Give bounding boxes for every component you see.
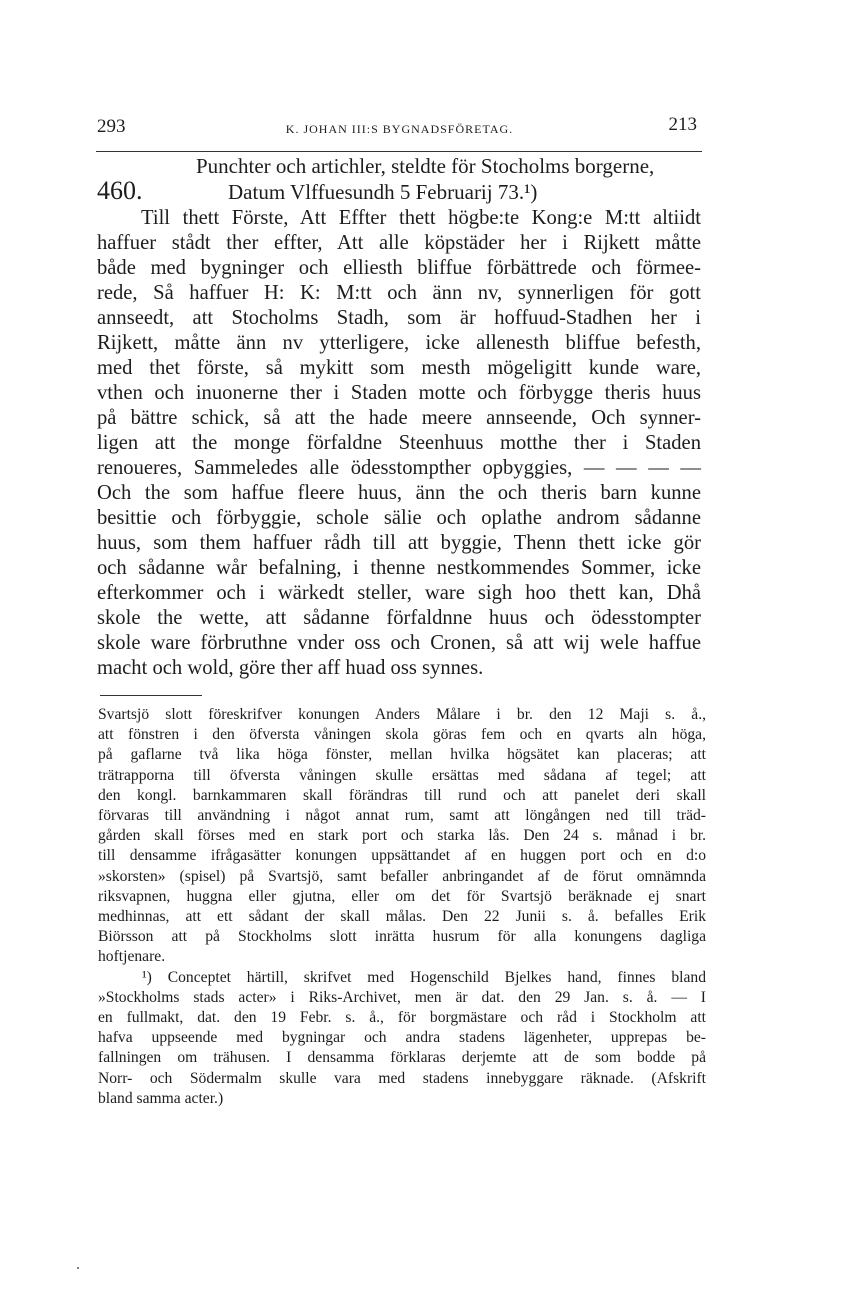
footnote-line: hafva uppseende med bygningar och andra stadens lägenheter, upprepas be-: [98, 1029, 706, 1047]
body-line: besittie och förbyggie, schole sälie och oplathe androm sådanne: [97, 507, 701, 529]
document-body: [97, 206, 701, 681]
body-line: på bättre schick, så att the hade meere annseende, Och synner-: [97, 407, 701, 429]
footnote-line: hoftjenare.: [98, 948, 166, 966]
footnote-line: den kongl. barnkammaren skall förändras till rund och att panelet deri skall: [98, 786, 706, 804]
body-line: haffuer stådt ther effter, Att alle köpstäder her i Rijkett måtte: [97, 232, 701, 254]
body-line: renoueres, Sammeledes alle ödesstompther opbyggies, — — — —: [97, 457, 701, 479]
body-line: skole ware förbruthne vnder oss och Cronen, så att wij wele haffue: [97, 632, 701, 654]
body-line: Rijkett, måtte änn nv ytterligere, icke allenesth bliffue befesth,: [97, 332, 701, 354]
body-line: macht och wold, göre ther aff huad oss synnes.: [97, 657, 484, 679]
left-page-number: 293: [97, 116, 126, 137]
title-line: Datum Vlffuesundh 5 Februarij 73.¹): [228, 180, 538, 204]
footnote-line: att fönstren i den öfversta våningen skola göras fem och en qvarts aln höga,: [98, 726, 706, 744]
footnote-line: medhinnas, att ett sådant der skall målas. Den 22 Junii s. å. befalles Erik: [98, 908, 706, 926]
footnote-line: Svartsjö slott föreskrifver konungen Anders Målare i br. den 12 Maji s. å.,: [98, 706, 706, 723]
body-line: vthen och inuonerne ther i Staden motte och förbygge theris huus: [97, 382, 701, 404]
footnote-line: en fullmakt, dat. den 19 Febr. s. å., för borgmästare och råd i Stockholm att: [98, 1009, 706, 1027]
body-line: ligen att the monge förfaldne Steenhuus motthe ther i Staden: [97, 432, 701, 454]
footnote-line: fallningen om trähusen. I densamma förklaras derjemte att de som bodde på: [98, 1049, 706, 1067]
footnote-line: riksvapnen, huggna eller gjutna, eller om det för Svartsjö beräknade ej snart: [98, 887, 706, 905]
body-line: och sådanne wår befalning, i thenne nestkommendes Sommer, icke: [97, 557, 701, 579]
page-speck: [77, 1267, 79, 1269]
body-line: annseedt, att Stocholms Stadh, som är hoffuud-Stadhen her i: [97, 307, 701, 329]
title-line: Punchter och artichler, steldte för Stocholms borgerne,: [196, 154, 655, 178]
footnote-line: »Stockholms stads acter» i Riks-Archivet, men är dat. den 29 Jan. s. å. — I: [98, 988, 706, 1006]
body-line: både med bygninger och elliesth bliffue förbättrede och förmee-: [97, 257, 701, 279]
document-number: 460.: [97, 176, 143, 205]
footnote-line: bland samma acter.): [98, 1089, 224, 1107]
document-title: [196, 153, 702, 205]
footnote-line: »skorsten» (spisel) på Svartsjö, samt befaller anbringandet af de förut omnämnda: [98, 867, 706, 885]
footnote-line: Norr- och Södermalm skulle vara med stadens innebyggare räknade. (Afskrift: [98, 1069, 706, 1087]
footnote-line: trätrapporna till öfversta våningen skulle ersättas med sådana af tegel; att: [98, 766, 706, 784]
footnote-line: gården skall förses med en stark port och starka lås. Den 24 s. månad i br.: [98, 827, 706, 845]
footnote-line: förvaras till användning i något annat rum, samt att löngången ned till träd-: [98, 807, 706, 825]
footnote-line: Biörsson att på Stockholms slott inrätta husrum för alla konungens dagliga: [98, 928, 706, 946]
running-title: K. JOHAN III:S BYGNADSFÖRETAG.: [285, 122, 514, 136]
right-page-number: 213: [668, 114, 697, 135]
footnote-rule: [100, 695, 202, 696]
footnote-line: till densamme ifrågasätter konungen uppsättandet af en huggen port och en d:o: [98, 847, 706, 865]
body-line: Till thett Förste, Att Effter thett högbe:te Kong:e M:tt altiidt: [141, 207, 701, 229]
footnote-line: ¹) Conceptet härtill, skrifvet med Hogenschild Bjelkes hand, finnes bland: [142, 968, 706, 986]
body-line: rede, Så haffuer H: K: M:tt och änn nv, synnerligen för gott: [97, 282, 701, 304]
body-line: Och the som haffue fleere huus, änn the och theris barn kunne: [97, 482, 701, 504]
body-line: skole the wette, att sådanne förfaldnne huus och ödesstompter: [97, 607, 701, 629]
body-line: med thet förste, så mykitt som mesth mögeligitt kunde ware,: [97, 357, 701, 379]
footnotes: [98, 705, 706, 1109]
running-header: [97, 114, 702, 142]
footnote-line: på gaflarne två lika höga fönster, mellan hvilka högsätet kan placeras; att: [98, 746, 706, 764]
header-rule: [96, 151, 702, 152]
body-line: efterkommer och i wärkedt steller, ware sigh hoo thett kan, Dhå: [97, 582, 701, 604]
body-line: huus, som them haffuer rådh till att byggie, Thenn thett icke gör: [97, 532, 701, 554]
